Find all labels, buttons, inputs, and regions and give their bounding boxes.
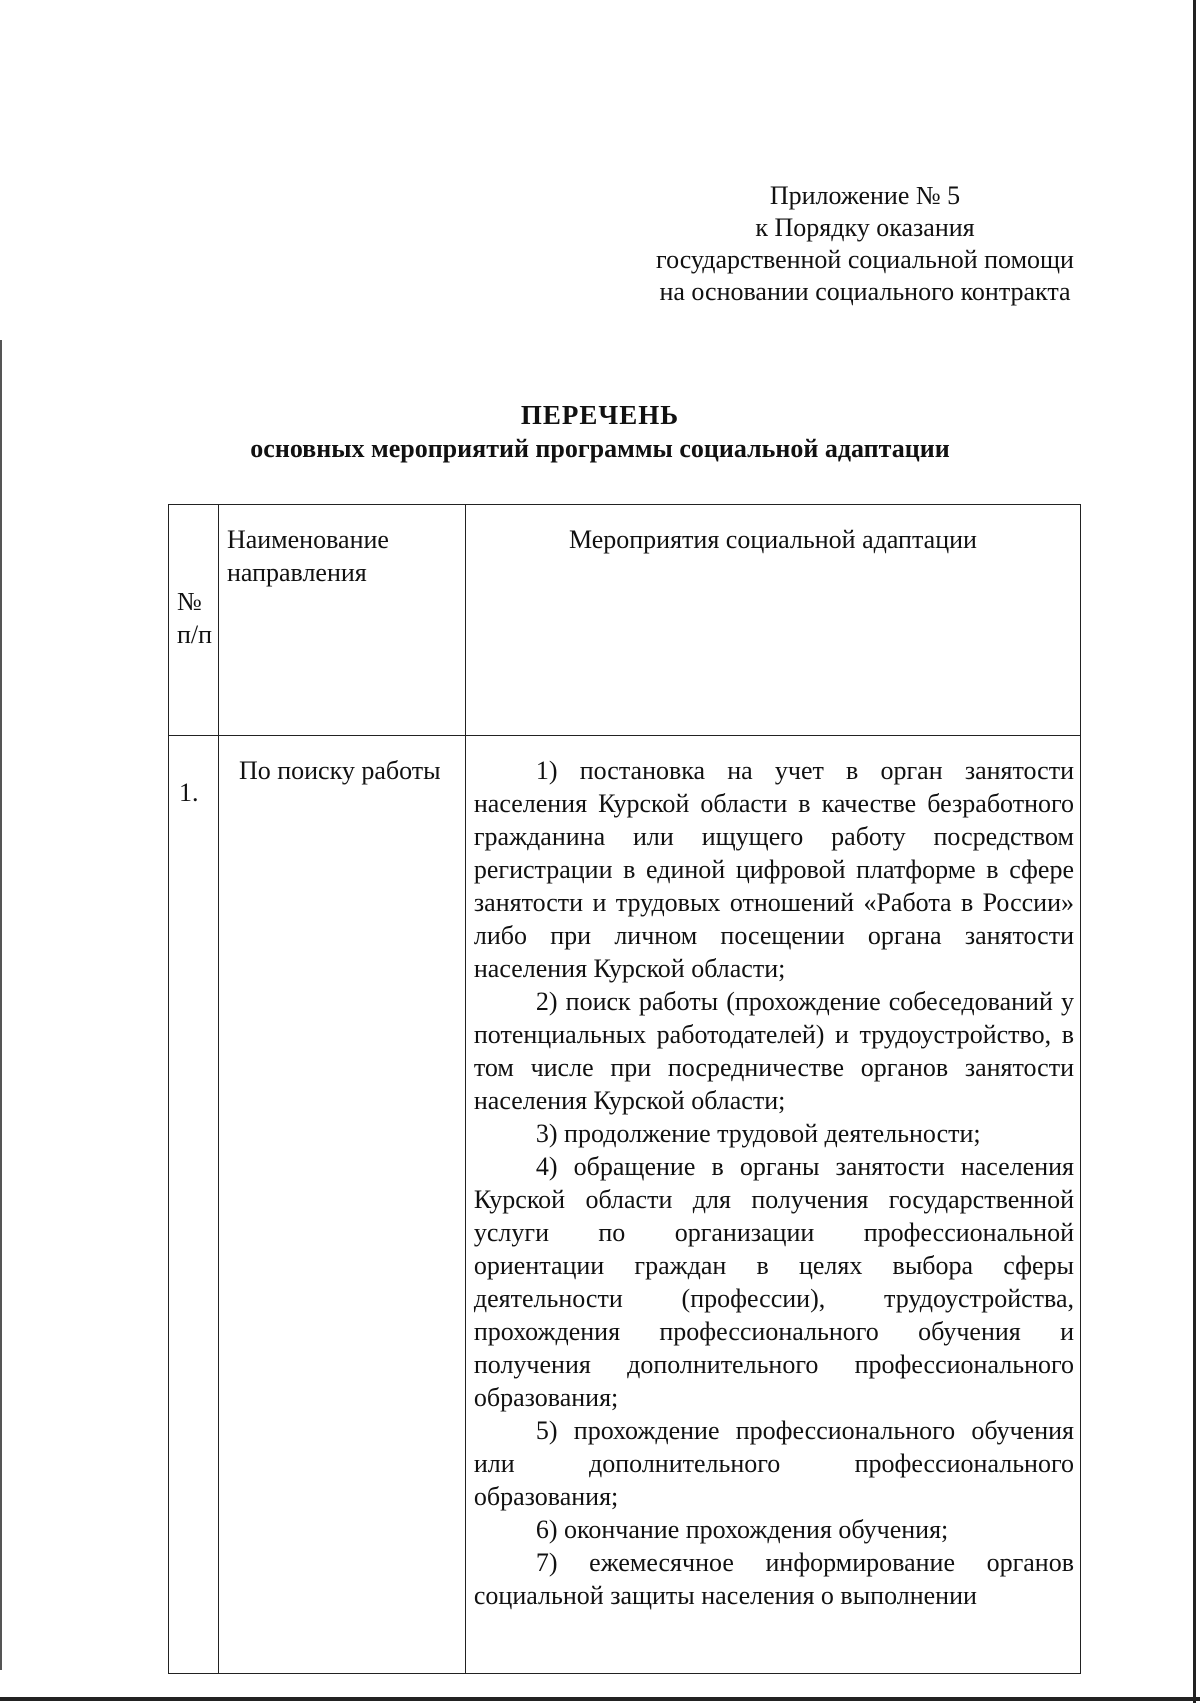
measures-table bbox=[168, 504, 1081, 1674]
header-number bbox=[169, 505, 219, 736]
activity-item: 3) продолжение трудовой деятельности; bbox=[535, 1119, 981, 1148]
document-title: ПЕРЕЧЕНЬ bbox=[520, 400, 680, 430]
table-row bbox=[169, 736, 1081, 1674]
appendix-line: на основании социального контракта bbox=[659, 277, 1071, 306]
scan-border-bottom bbox=[0, 1697, 1200, 1701]
document-subtitle: основных мероприятий программы социальной адаптации bbox=[250, 434, 950, 463]
header-number-symbol: № bbox=[177, 587, 202, 616]
header-number-abbr: п/п bbox=[177, 620, 213, 649]
document-heading bbox=[0, 398, 1200, 466]
table-header-row bbox=[169, 505, 1081, 736]
row-direction: По поиску работы bbox=[218, 736, 465, 1674]
activity-item: 4) обращение в органы занятости населения Курской области для получения государственной услуги по организации профессиональной ориентации граждан в целях выбора сферы деятельности (профессии), трудоустройства, прохождения профессионального обучения и получения дополнительного профессионального образования; bbox=[473, 1152, 1074, 1412]
appendix-line: Приложение № 5 bbox=[769, 181, 961, 210]
row-activities bbox=[465, 736, 1080, 1674]
appendix-reference bbox=[630, 180, 1100, 308]
row-number: 1. bbox=[169, 736, 219, 1674]
activity-item: 1) постановка на учет в орган занятости населения Курской области в качестве безработного гражданина или ищущего работу посредством регистрации в единой цифровой платформе в сфере занятости и трудовых отношений «Работа в России» либо при личном посещении органа занятости населения Курской области; bbox=[473, 756, 1074, 983]
activity-item: 6) окончание прохождения обучения; bbox=[535, 1515, 949, 1544]
activity-item: 7) ежемесячное информирование органов социальной защиты населения о выполнении bbox=[473, 1548, 1074, 1610]
activity-item: 5) прохождение профессионального обучения или дополнительного профессионального образования; bbox=[473, 1416, 1074, 1511]
scan-border-left bbox=[0, 340, 2, 1670]
scan-border-right bbox=[1193, 0, 1196, 1703]
appendix-line: к Порядку оказания bbox=[755, 213, 975, 242]
appendix-line: государственной социальной помощи bbox=[656, 245, 1074, 274]
activity-item: 2) поиск работы (прохождение собеседований у потенциальных работодателей) и трудоустройство, в том числе при посредничестве органов занятости населения Курской области; bbox=[473, 987, 1074, 1115]
header-activities: Мероприятия социальной адаптации bbox=[465, 505, 1080, 736]
header-direction: Наименование направления bbox=[218, 505, 465, 736]
